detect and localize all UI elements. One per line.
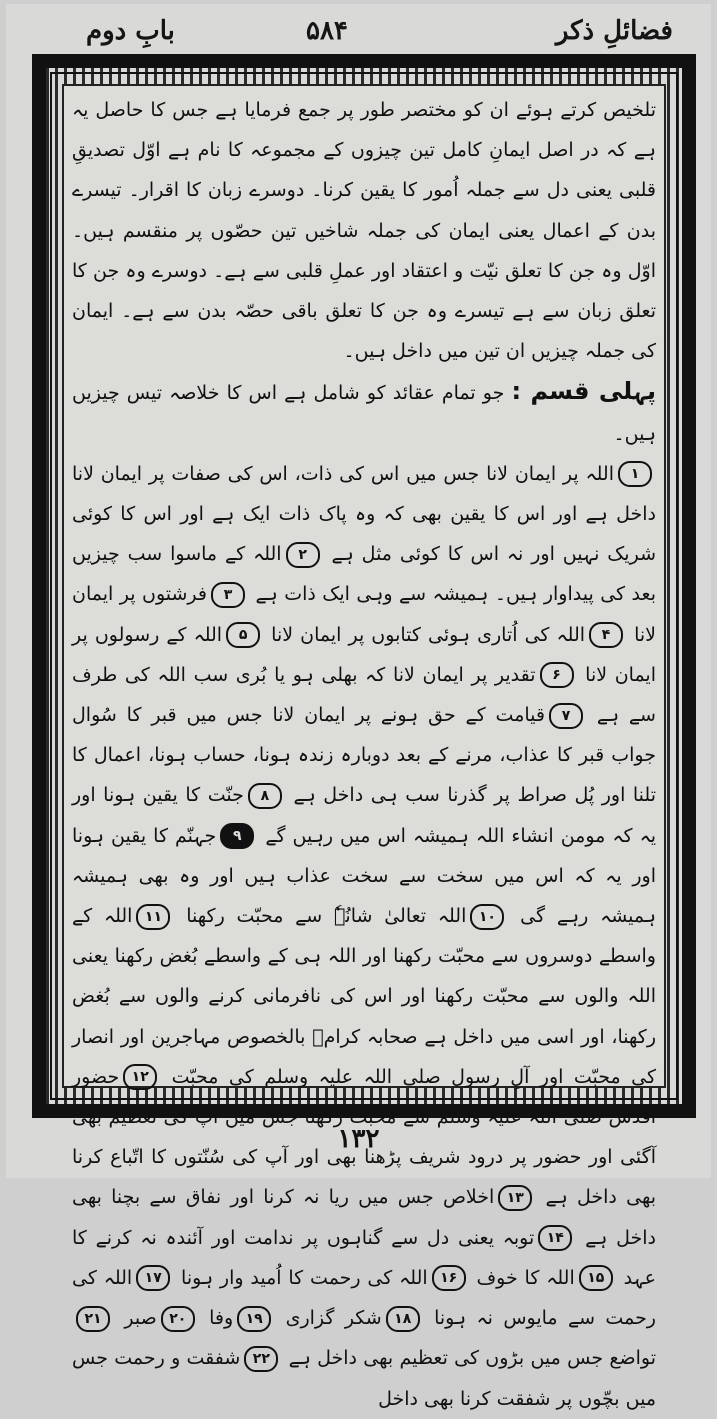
item-number-badge: ۱۲ <box>123 1064 157 1090</box>
item-text: تقدیر پر ایمان لانا کہ بھلی ہو یا بُری سب اللہ کی طرف سے ہے <box>72 663 656 727</box>
item-text: تواضع جس میں بڑوں کی تعظیم بھی داخل ہے <box>282 1347 656 1370</box>
item-number-badge: ۷ <box>549 703 583 729</box>
item-text: اللہ کی اُتاری ہوئی کتابوں پر ایمان لانا <box>264 623 586 646</box>
item-number-badge: ۲۰ <box>161 1306 195 1332</box>
item-text: جہنّم کا یقین ہونا اور یہ کہ اس میں سخت سے سخت عذاب ہیں اور وہ بھی ہمیشہ ہمیشہ رہے گی <box>72 824 657 928</box>
book-page <box>6 4 711 1410</box>
item-number-badge: ۱۱ <box>136 904 170 930</box>
item-text: اللہ کی رحمت کا اُمید وار ہونا <box>174 1266 428 1289</box>
item-text: قیامت کے حق ہونے پر ایمان لانا جس میں قبر کا سُوال جواب قبر کا عذاب، مرنے کے بعد دوبارہ زندہ ہونا، حساب ہونا، اعمال کا تلنا اور پُل صراط پر گذرنا سب ہی داخل ہے <box>72 704 656 807</box>
item-number-badge: ۸ <box>248 783 282 809</box>
item-text: شکر گزاری <box>275 1307 382 1330</box>
item-text: اللہ کا خوف <box>469 1266 575 1289</box>
item-text: جنّت کا یقین ہونا اور یہ کہ مومن انشاء اللہ ہمیشہ اس میں رہیں گے <box>72 784 656 847</box>
item-text: حضور اقدس صلی اللہ علیہ وسلم سے محبّت رکھنا جس میں آپ کی تعظیم بھی آگئی اور حضور پر درود شریف پڑھنا بھی اور آپ کی سُنّتوں کا اتّباع کرنا بھی داخل ہے <box>72 1065 656 1209</box>
chapter-title: بابِ دوم <box>86 16 175 46</box>
item-number-badge: ۵ <box>226 622 260 648</box>
item-text: شفقت و رحمت جس میں بچّوں پر شفقت کرنا بھی داخل <box>72 1347 656 1410</box>
item-text: اللہ کے ماسوا سب چیزیں بعد کی پیداوار ہیں۔ ہمیشہ سے وہی ایک ذات ہے <box>72 543 656 606</box>
item-number-badge: ۱۵ <box>579 1265 613 1291</box>
item-text: توبہ یعنی دل سے گناہوں پر ندامت اور آئندہ نہ کرنے کا عہد <box>72 1226 657 1289</box>
item-text: وفا <box>198 1307 234 1330</box>
item-text: اخلاص جس میں ریا نہ کرنا اور نفاق سے بچنا بھی داخل ہے <box>72 1186 656 1249</box>
item-number-badge: ۹ <box>220 823 254 849</box>
item-text: اللہ تعالیٰ شانُہٗ سے محبّت رکھنا <box>174 905 467 928</box>
item-text: فرشتوں پر ایمان لانا <box>72 583 657 646</box>
item-number-badge: ۱۰ <box>470 904 504 930</box>
item-text: اللہ کے رسولوں پر ایمان لانا <box>72 623 656 686</box>
folio-number: ۱۳۲ <box>337 1124 380 1154</box>
belief-items <box>72 454 656 1419</box>
item-number-badge: ۴ <box>589 622 623 648</box>
item-number-badge: ۱۸ <box>386 1306 420 1332</box>
item-text: اللہ کی رحمت سے مایوس نہ ہونا <box>72 1266 656 1330</box>
item-number-badge: ۱۹ <box>237 1306 271 1332</box>
running-header <box>6 12 711 52</box>
item-number-badge: ۳ <box>211 582 245 608</box>
item-text: صبر <box>114 1307 157 1330</box>
item-number-badge: ۶ <box>540 662 574 688</box>
item-number-badge: ۲ <box>286 542 320 568</box>
item-number-badge: ۲۱ <box>76 1306 110 1332</box>
page-number: ۵۸۴ <box>306 16 348 46</box>
item-number-badge: ۱۴ <box>538 1225 572 1251</box>
item-number-badge: ۲۲ <box>244 1346 278 1372</box>
section-heading: پہلی قسم : <box>511 377 656 406</box>
item-text: اللہ پر ایمان لانا جس میں اس کی ذات، اس کی صفات پر ایمان لانا داخل ہے اور اس کا یقین بھی کہ وہ پاک ذات ایک ہے اور اس کا کوئی شریک نہیں اور نہ اس کا کوئی مثل ہے <box>72 462 657 566</box>
item-number-badge: ۱۶ <box>432 1265 466 1291</box>
item-text: اللہ کے واسطے دوسروں سے محبّت رکھنا اور اللہ ہی کے واسطے بُغض رکھنا یعنی اللہ والوں سے محبّت رکھنا اور اس کی نافرمانی کرنے والوں سے بُغض رکھنا، اور اسی میں داخل ہے صحابہ کرامؓ بالخصوص مہاجرین اور انصار کی محبّت اور آلِ رسول صلی اللہ علیہ وسلم کی محبّت <box>72 905 656 1088</box>
item-number-badge: ۱۷ <box>136 1265 170 1291</box>
intro-paragraph: تلخیص کرتے ہوئے ان کو مختصر طور پر جمع فرمایا ہے جس کا حاصل یہ ہے کہ در اصل ایمانِ کامل تین چیزوں کے مجموعہ کا نام ہے اوّل تصدیقِ قلبی یعنی دل سے جملہ اُمور کا یقین کرنا۔ دوسرے زبان کا اقرار۔ تیسرے بدن کے اعمال یعنی ایمان کی جملہ شاخیں تین حصّوں پر منقسم ہیں۔ اوّل وہ جن کا تعلق نیّت و اعتقاد اور عملِ قلبی سے ہے۔ دوسرے وہ جن کا تعلق زبان سے ہے تیسرے وہ جن کا تعلق باقی حصّہ بدن سے ہے۔ ایمان کی جملہ چیزیں ان تین میں داخل ہیں۔ <box>72 99 656 363</box>
section-lead: جو تمام عقائد کو شامل ہے اس کا خلاصہ تیس چیزیں ہیں۔ <box>72 382 656 445</box>
item-number-badge: ۱ <box>618 461 652 487</box>
item-number-badge: ۱۳ <box>498 1185 532 1211</box>
book-title: فضائلِ ذکر <box>555 16 673 46</box>
